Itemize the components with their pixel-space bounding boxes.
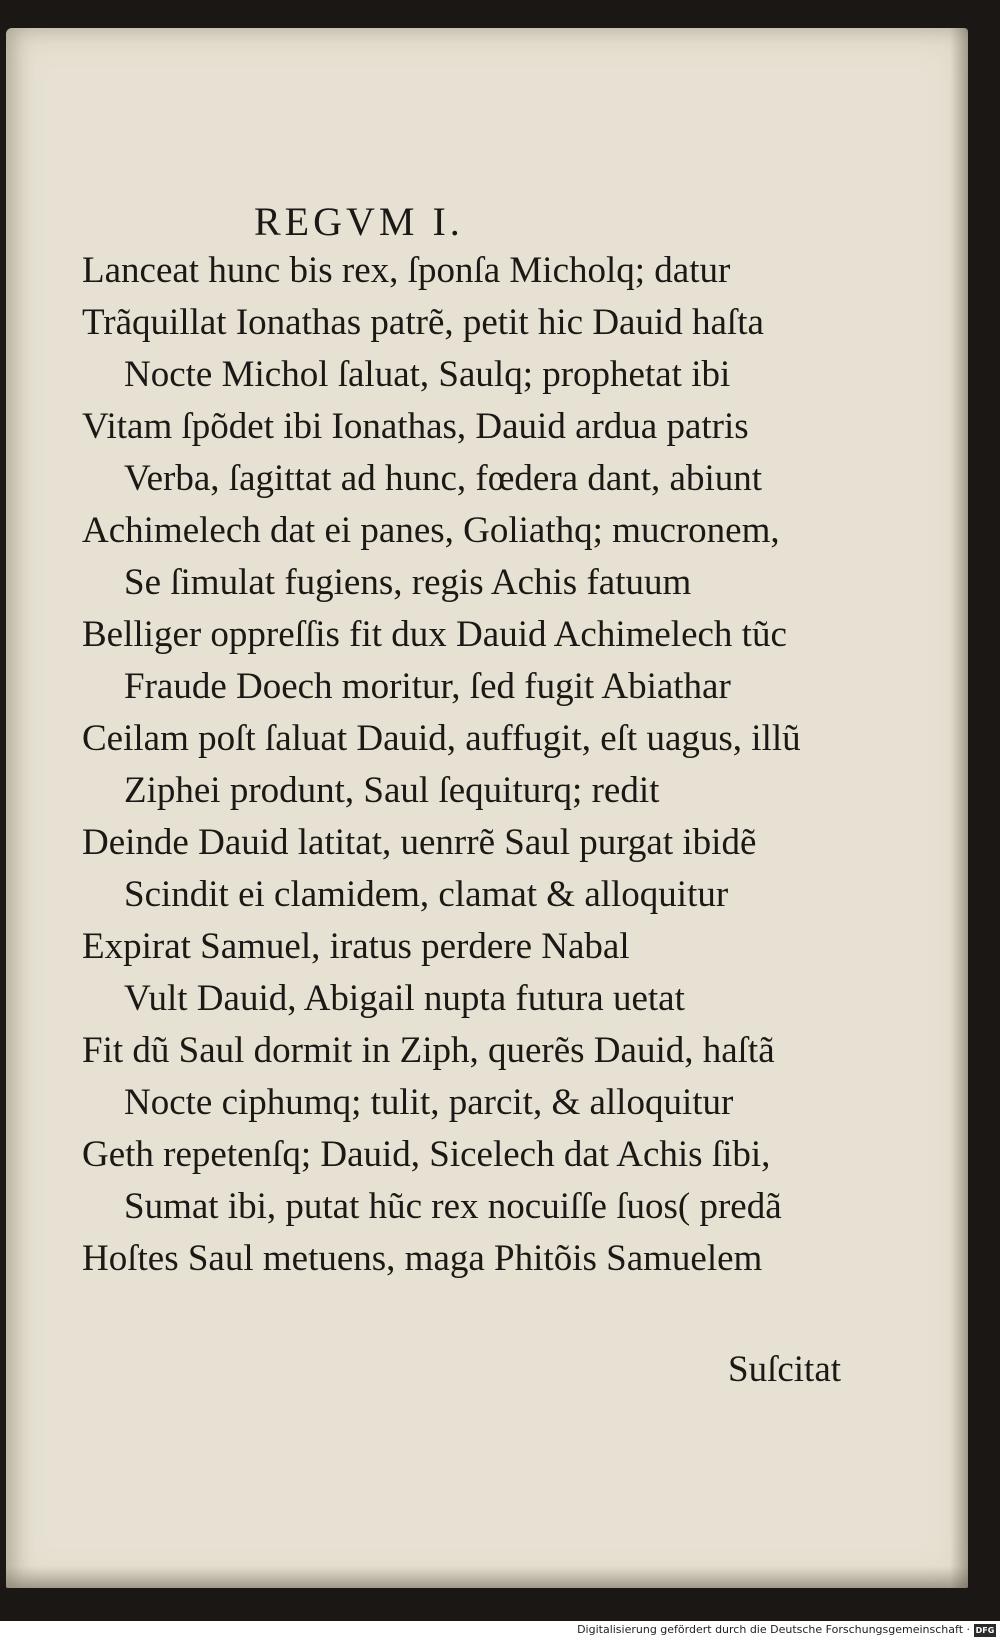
verse-line-6: Achimelech dat ei panes, Goliathq; mucronem, <box>82 510 780 551</box>
page-edge-shadow <box>950 28 968 1588</box>
verse-line-10: Ceilam poſt ſaluat Dauid, auffugit, eſt uagus, illũ <box>82 718 801 759</box>
verse-line-2: Trãquillat Ionathas patrẽ, petit hic Dauid haſta <box>82 302 764 343</box>
verse-line-5: Verba, ſagittat ad hunc, fœdera dant, abiunt <box>124 458 763 499</box>
verse-line-1: Lanceat hunc bis rex, ſponſa Micholq; datur <box>82 250 731 291</box>
verse-line-20: Hoſtes Saul metuens, maga Phitõis Samuelem <box>82 1238 763 1279</box>
verse-line-15: Vult Dauid, Abigail nupta futura uetat <box>124 978 685 1019</box>
verse-line-9: Fraude Doech moritur, ſed fugit Abiathar <box>124 666 731 707</box>
verse-line-12: Deinde Dauid latitat, uenrrẽ Saul purgat ibidẽ <box>82 822 757 863</box>
verse-line-18: Geth repetenſq; Dauid, Sicelech dat Achis ſibi, <box>82 1134 771 1175</box>
verse-line-13: Scindit ei clamidem, clamat & alloquitur <box>124 874 729 915</box>
verse-line-16: Fit dũ Saul dormit in Ziph, querẽs Dauid, haſtã <box>82 1030 775 1071</box>
catchword: Suſcitat <box>728 1349 842 1390</box>
verse-line-14: Expirat Samuel, iratus perdere Nabal <box>82 926 630 967</box>
digitization-footer <box>0 1621 1000 1641</box>
footer-credit-text: Digitalisierung gefördert durch die Deutsche Forschungsgemeinschaft · <box>577 1623 970 1636</box>
verse-line-4: Vitam ſpõdet ibi Ionathas, Dauid ardua patris <box>82 406 749 447</box>
dfg-logo-icon: DFG <box>975 1626 995 1635</box>
verse-line-11: Ziphei produnt, Saul ſequiturq; redit <box>124 770 660 811</box>
verse-line-19: Sumat ibi, putat hũc rex nocuiſſe ſuos( predã <box>124 1186 782 1227</box>
verse-line-8: Belliger oppreſſis fit dux Dauid Achimelech tũc <box>82 614 787 655</box>
verse-line-17: Nocte ciphumq; tulit, parcit, & alloquitur <box>124 1082 734 1123</box>
verse-line-7: Se ſimulat fugiens, regis Achis fatuum <box>124 562 692 603</box>
running-head: REGVM I. <box>254 199 464 244</box>
verse-line-3: Nocte Michol ſaluat, Saulq; prophetat ibi <box>124 354 731 395</box>
book-page <box>6 28 968 1588</box>
page-bottom-edge <box>6 1566 968 1588</box>
